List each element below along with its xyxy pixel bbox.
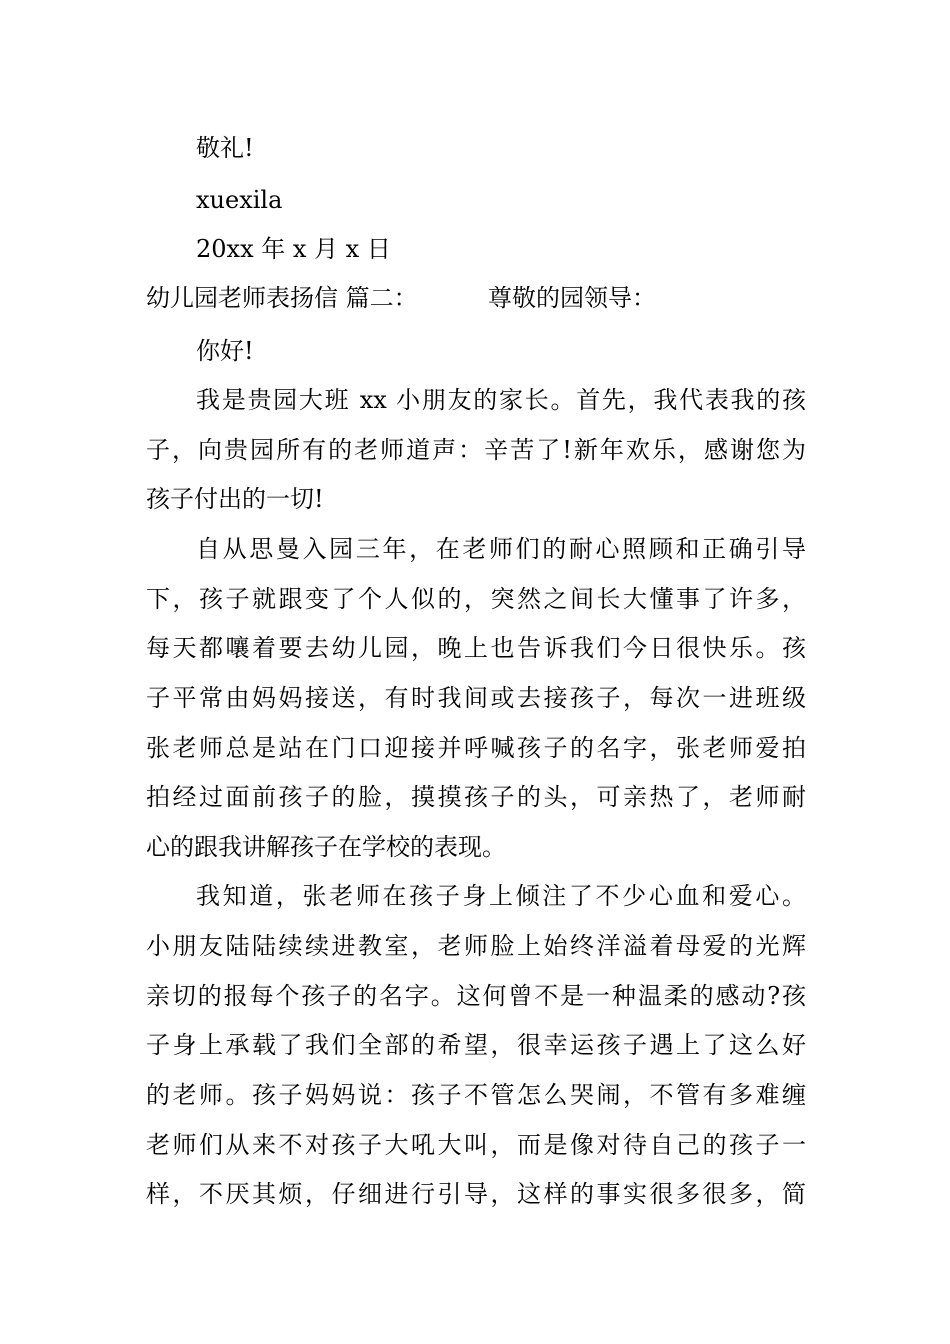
greeting: 你好!: [196, 337, 254, 365]
paragraph-line: 每天都嚷着要去幼儿园，晚上也告诉我们今日很快乐。孩: [146, 634, 806, 662]
letter-date: 20xx 年 x 月 x 日: [196, 235, 391, 263]
section-title: 幼儿园老师表扬信 篇二：: [146, 284, 418, 312]
paragraph-line: 小朋友陆陆续续进教室，老师脸上始终洋溢着母爱的光辉: [146, 932, 806, 960]
section-heading: [146, 283, 816, 313]
paragraph-line: 子身上承载了我们全部的希望，很幸运孩子遇上了这么好: [146, 1031, 806, 1059]
paragraph-line: 亲切的报每个孩子的名字。这何曾不是一种温柔的感动?孩: [146, 982, 806, 1010]
paragraph-line: 孩子付出的一切!: [146, 485, 324, 513]
paragraph-line: 子平常由妈妈接送，有时我间或去接孩子，每次一进班级: [146, 684, 806, 712]
paragraph-line: 张老师总是站在门口迎接并呼喊孩子的名字，张老师爱拍: [146, 734, 806, 762]
paragraph-line: 我知道，张老师在孩子身上倾注了不少心血和爱心。: [196, 882, 806, 910]
paragraph-line: 的老师。孩子妈妈说：孩子不管怎么哭闹，不管有多难缠: [146, 1081, 806, 1109]
closing-salutation: 敬礼!: [196, 134, 254, 162]
paragraph-line: 子，向贵园所有的老师道声：辛苦了!新年欢乐，感谢您为: [146, 436, 806, 464]
paragraph-line: 心的跟我讲解孩子在学校的表现。: [146, 833, 506, 861]
paragraph-line: 拍经过面前孩子的脸，摸摸孩子的头，可亲热了，老师耐: [146, 783, 806, 811]
paragraph-line: 样，不厌其烦，仔细进行引导，这样的事实很多很多，简: [146, 1180, 806, 1208]
signature: xuexila: [196, 186, 283, 214]
paragraph-line: 老师们从来不对孩子大吼大叫，而是像对待自己的孩子一: [146, 1131, 806, 1159]
paragraph-line: 下，孩子就跟变了个人似的，突然之间长大懂事了许多，: [146, 585, 806, 613]
paragraph-line: 我是贵园大班 xx 小朋友的家长。首先，我代表我的孩: [196, 386, 806, 414]
paragraph-line: 自从思曼入园三年，在老师们的耐心照顾和正确引导: [196, 535, 806, 563]
recipient-line: 尊敬的园领导：: [488, 284, 656, 312]
